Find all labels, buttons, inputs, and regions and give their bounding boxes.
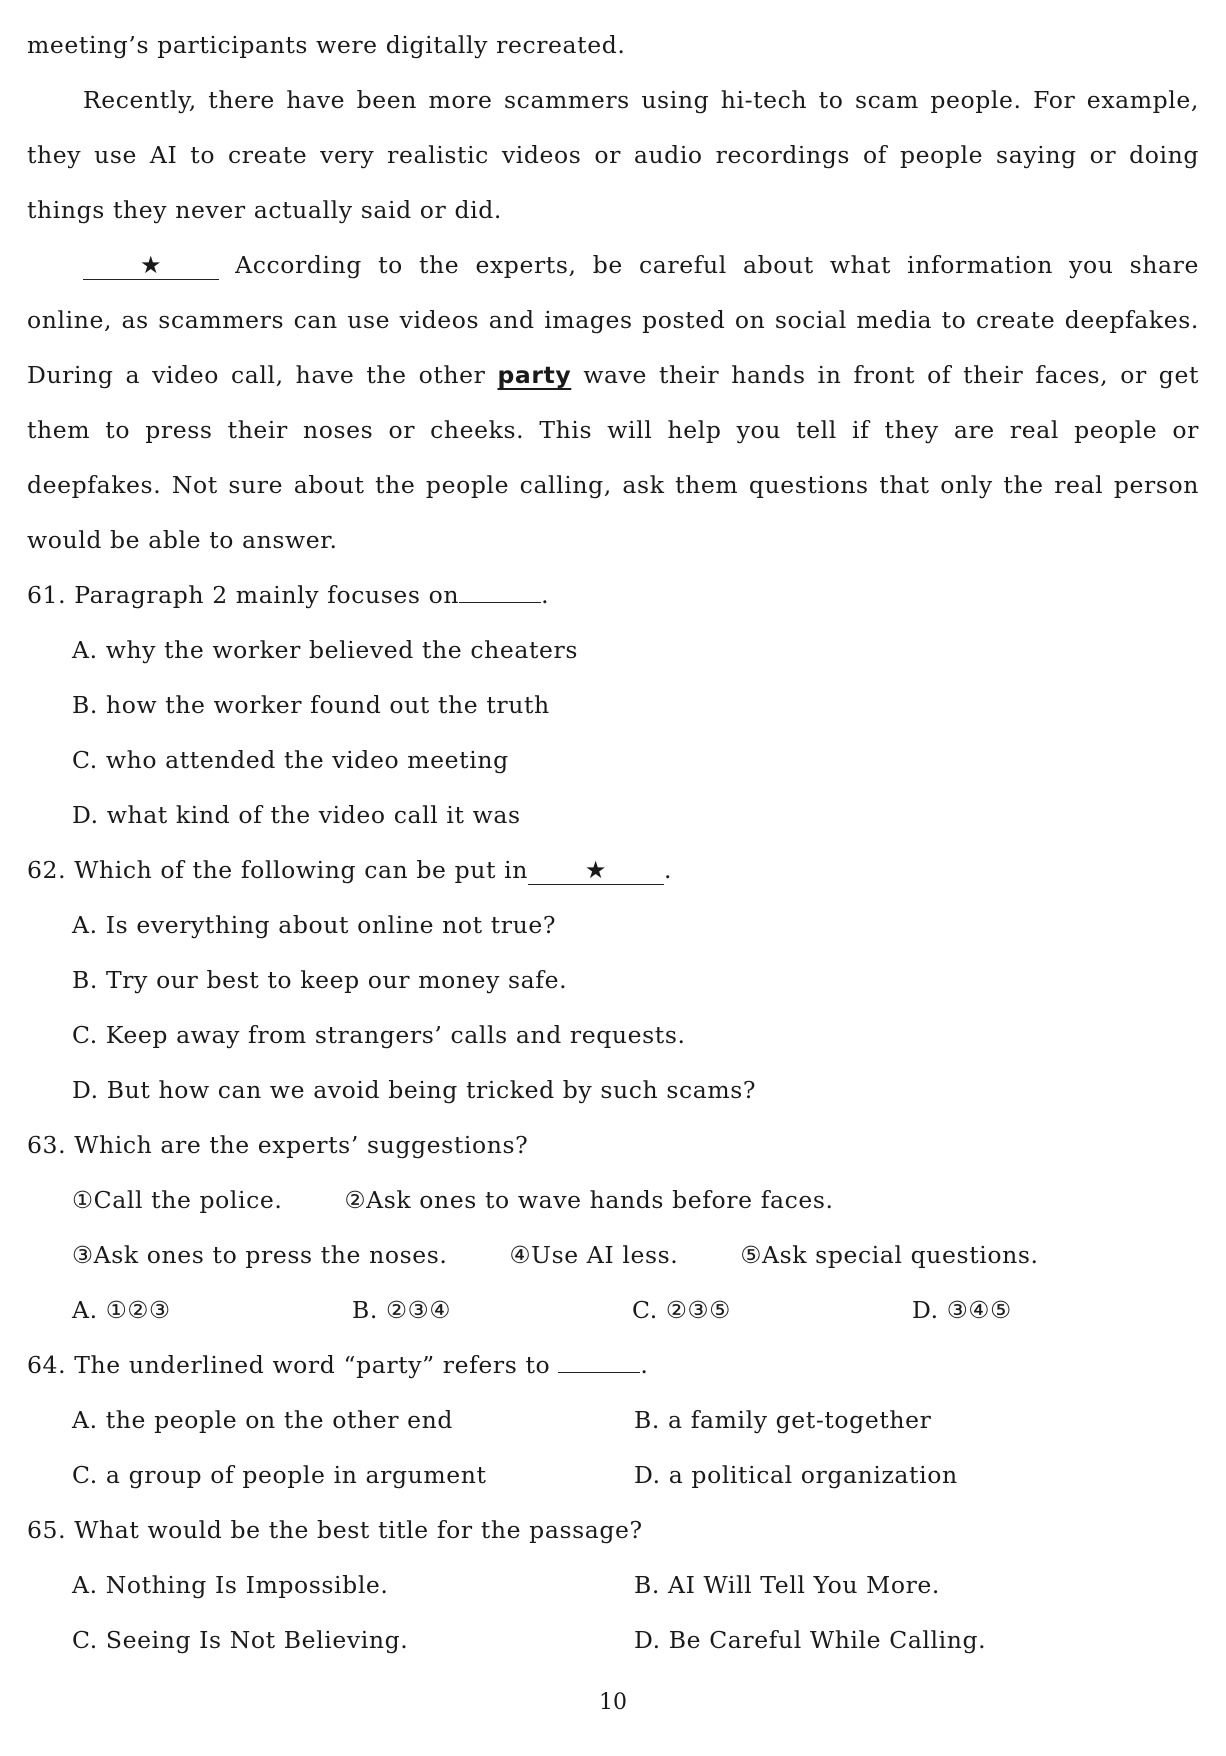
question-61-end: . <box>541 581 550 609</box>
star-icon: ★ <box>584 856 607 884</box>
options-63 <box>27 1283 1199 1338</box>
option-65-c: C. Seeing Is Not Believing. <box>72 1626 409 1654</box>
underlined-keyword-party: party <box>497 361 572 389</box>
question-64-stem: 64. The underlined word “party” refers to <box>27 1351 551 1379</box>
option-63-b: B. ②③④ <box>352 1296 452 1324</box>
question-64 <box>27 1338 1199 1503</box>
suggestion-items-row-1 <box>27 1173 1199 1228</box>
question-62 <box>27 843 1199 1118</box>
option-64-d: D. a political organization <box>634 1461 958 1489</box>
option-62-c: C. Keep away from strangers’ calls and requests. <box>72 1021 686 1049</box>
question-62-end: . <box>663 856 673 884</box>
option-63-d: D. ③④⑤ <box>912 1296 1012 1324</box>
option-61-c: C. who attended the video meeting <box>72 746 509 774</box>
star-blank <box>83 251 219 280</box>
suggestion-items-row-2 <box>27 1228 1199 1283</box>
suggestion-item-1: ①Call the police. <box>72 1186 283 1214</box>
option-61-a: A. why the worker believed the cheaters <box>72 636 579 664</box>
question-64-end: . <box>640 1351 649 1379</box>
option-61-d: D. what kind of the video call it was <box>72 801 521 829</box>
answer-blank <box>558 1372 640 1373</box>
question-63-stem: 63. Which are the experts’ suggestions? <box>27 1131 529 1159</box>
question-65-stem: 65. What would be the best title for the passage? <box>27 1516 643 1544</box>
passage-paragraph-tips <box>27 238 1199 568</box>
option-65-a: A. Nothing Is Impossible. <box>72 1571 389 1599</box>
suggestion-item-3: ③Ask ones to press the noses. <box>72 1241 448 1269</box>
options-65-row-2 <box>27 1613 1199 1668</box>
question-61-stem: 61. Paragraph 2 mainly focuses on <box>27 581 460 609</box>
option-62-a: A. Is everything about online not true? <box>72 911 557 939</box>
option-63-a: A. ①②③ <box>72 1296 171 1324</box>
suggestion-item-2: ②Ask ones to wave hands before faces. <box>344 1186 834 1214</box>
option-64-b: B. a family get-together <box>634 1406 932 1434</box>
tips-text-a: According to the experts, be careful about what information you share online, as scammers can use videos and images posted on social media to create deepfakes. During a video call, have the other <box>27 251 1199 389</box>
option-65-d: D. Be Careful While Calling. <box>634 1626 987 1654</box>
star-icon: ★ <box>139 251 163 279</box>
suggestion-item-4: ④Use AI less. <box>509 1241 679 1269</box>
option-61-b: B. how the worker found out the truth <box>72 691 550 719</box>
options-65-row-1 <box>27 1558 1199 1613</box>
star-blank <box>528 856 664 885</box>
suggestion-item-5: ⑤Ask special questions. <box>740 1241 1039 1269</box>
options-64-row-1 <box>27 1393 1199 1448</box>
page-number: 10 <box>599 1690 627 1715</box>
answer-blank <box>459 602 541 603</box>
option-65-b: B. AI Will Tell You More. <box>634 1571 940 1599</box>
option-64-a: A. the people on the other end <box>72 1406 454 1434</box>
question-62-stem: 62. Which of the following can be put in <box>27 856 528 884</box>
question-65 <box>27 1503 1199 1668</box>
question-63 <box>27 1118 1199 1338</box>
option-62-b: B. Try our best to keep our money safe. <box>72 966 568 994</box>
passage-paragraph-scam: Recently, there have been more scammers using hi-tech to scam people. For example, they use AI to create very realistic videos or audio recordings of people saying or doing things they never actually said or did. <box>27 86 1199 224</box>
question-61 <box>27 568 1199 843</box>
passage-continued-line: meeting’s participants were digitally recreated. <box>27 31 626 59</box>
option-62-d: D. But how can we avoid being tricked by such scams? <box>72 1076 757 1104</box>
exam-page <box>27 18 1199 1668</box>
option-64-c: C. a group of people in argument <box>72 1461 487 1489</box>
tips-text-b: wave their hands in front of their faces, or get them to press their noses or cheeks. This will help you tell if they are real people or deepfakes. Not sure about the people calling, ask them questions that only the real person would be able to answer. <box>27 361 1199 554</box>
option-63-c: C. ②③⑤ <box>632 1296 731 1324</box>
options-64-row-2 <box>27 1448 1199 1503</box>
